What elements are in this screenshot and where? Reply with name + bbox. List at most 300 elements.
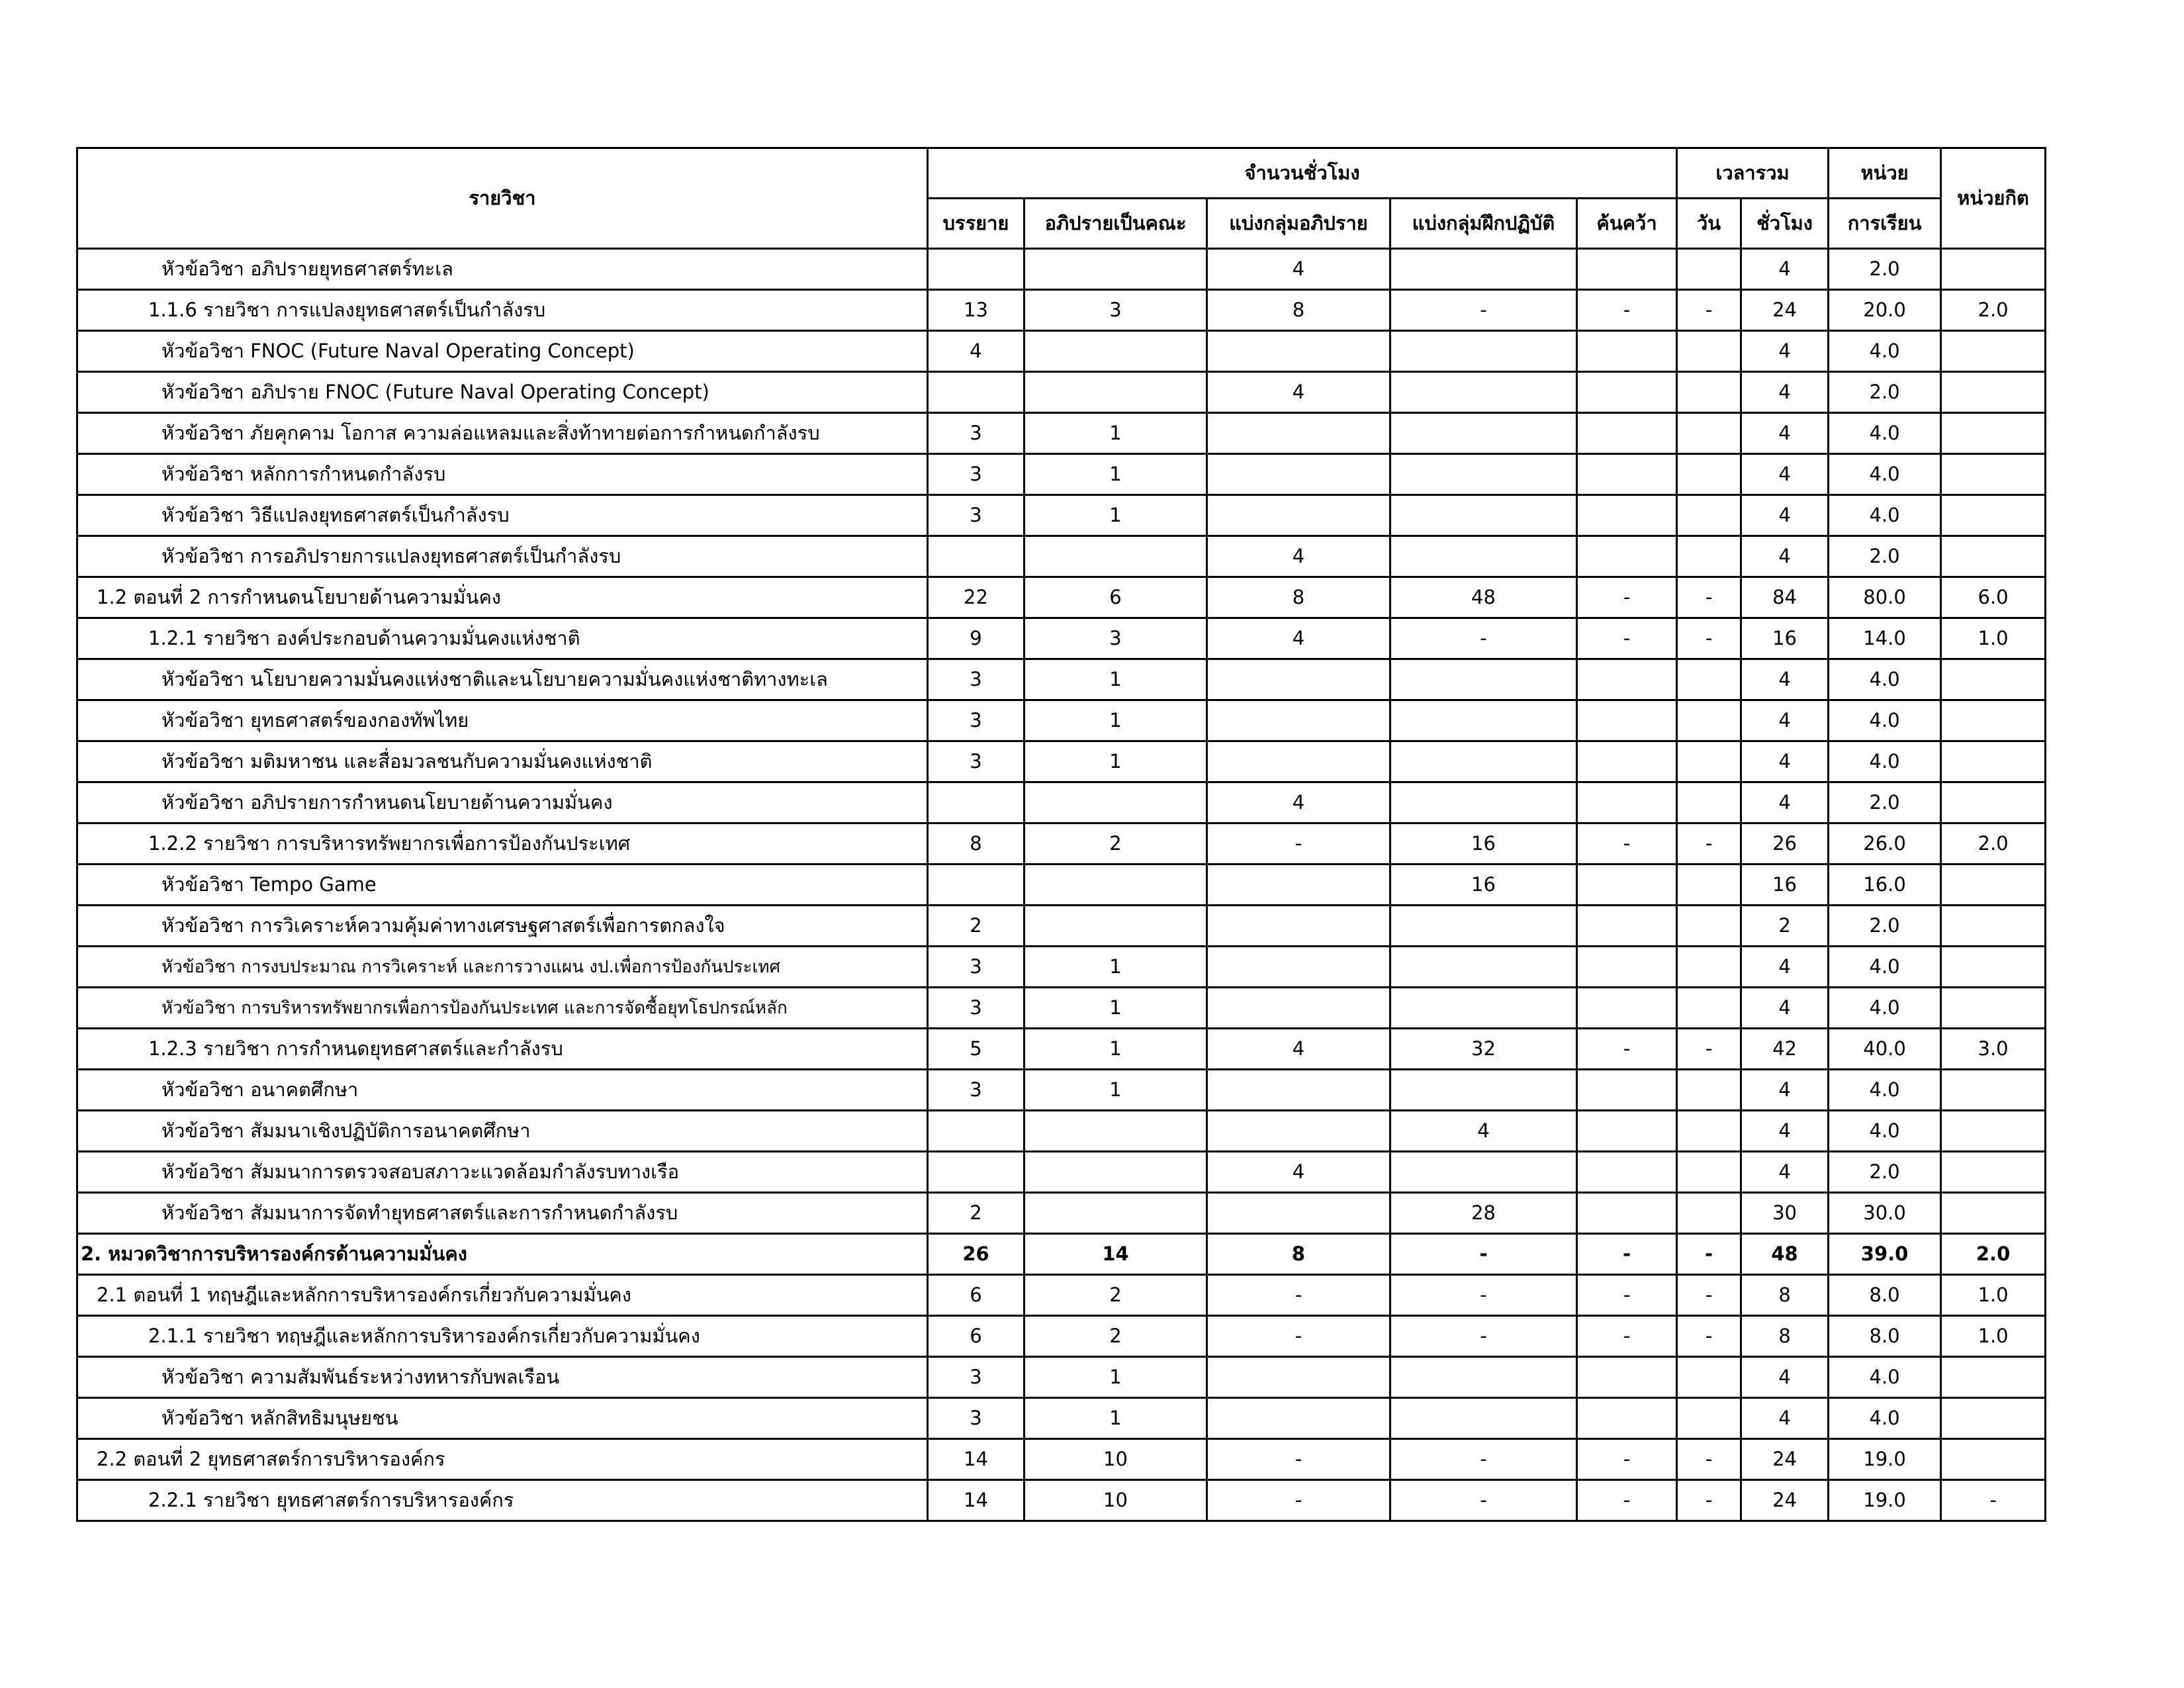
cell-lecture: 3	[928, 413, 1024, 454]
cell-sub-group-discussion	[1207, 947, 1390, 988]
cell-sub-group-practice: 16	[1390, 865, 1577, 906]
cell-sub-group-discussion	[1207, 906, 1390, 947]
cell-sub-group-discussion: 4	[1207, 1029, 1390, 1070]
cell-activity-unit	[1941, 782, 2046, 823]
row-subject-course: 2.2.1 รายวิชา ยุทธศาสตร์การบริหารองค์กร	[77, 1480, 928, 1521]
cell-sub-group-discussion	[1207, 988, 1390, 1029]
cell-group-discussion	[1024, 906, 1207, 947]
table-row	[77, 1193, 2046, 1234]
row-subject-topic: หัวข้อวิชา หลักการกำหนดกำลังรบ	[77, 454, 928, 495]
cell-group-discussion: 1	[1024, 700, 1207, 741]
cell-research	[1577, 1398, 1677, 1439]
cell-hours: 4	[1741, 372, 1829, 413]
cell-research	[1577, 947, 1677, 988]
cell-hours: 4	[1741, 1398, 1829, 1439]
cell-research: -	[1577, 1234, 1677, 1275]
cell-lecture: 3	[928, 1357, 1024, 1398]
cell-research	[1577, 782, 1677, 823]
cell-learning-unit: 2.0	[1829, 782, 1941, 823]
cell-activity-unit	[1941, 1193, 2046, 1234]
cell-learning-unit: 40.0	[1829, 1029, 1941, 1070]
cell-days	[1677, 1398, 1741, 1439]
cell-sub-group-practice	[1390, 659, 1577, 700]
cell-hours: 2	[1741, 906, 1829, 947]
cell-sub-group-discussion	[1207, 1357, 1390, 1398]
cell-research	[1577, 659, 1677, 700]
row-subject-episode: 2.2 ตอนที่ 2 ยุทธศาสตร์การบริหารองค์กร	[77, 1439, 928, 1480]
cell-group-discussion: 1	[1024, 495, 1207, 536]
cell-activity-unit: 1.0	[1941, 1316, 2046, 1357]
cell-sub-group-discussion: 4	[1207, 782, 1390, 823]
cell-learning-unit: 4.0	[1829, 741, 1941, 782]
header-activity-unit: หน่วยกิต	[1941, 148, 2046, 249]
cell-lecture: 3	[928, 1398, 1024, 1439]
cell-sub-group-discussion	[1207, 865, 1390, 906]
cell-days: -	[1677, 1275, 1741, 1316]
row-subject-topic: หัวข้อวิชา FNOC (Future Naval Operating Concept)	[77, 331, 928, 372]
cell-learning-unit: 2.0	[1829, 1152, 1941, 1193]
cell-sub-group-discussion: 4	[1207, 249, 1390, 290]
header-group-discussion: อภิปรายเป็นคณะ	[1024, 199, 1207, 249]
cell-lecture: 2	[928, 1193, 1024, 1234]
cell-days	[1677, 536, 1741, 577]
cell-research	[1577, 495, 1677, 536]
cell-lecture	[928, 1111, 1024, 1152]
table-row	[77, 782, 2046, 823]
cell-hours: 26	[1741, 823, 1829, 865]
cell-learning-unit: 14.0	[1829, 618, 1941, 659]
cell-learning-unit: 4.0	[1829, 1398, 1941, 1439]
cell-lecture: 22	[928, 577, 1024, 618]
cell-days	[1677, 1152, 1741, 1193]
cell-activity-unit: 2.0	[1941, 823, 2046, 865]
table-row	[77, 495, 2046, 536]
cell-group-discussion: 1	[1024, 1070, 1207, 1111]
cell-group-discussion	[1024, 1152, 1207, 1193]
cell-hours: 24	[1741, 290, 1829, 331]
table-row	[77, 1029, 2046, 1070]
cell-research: -	[1577, 618, 1677, 659]
row-subject-topic: หัวข้อวิชา หลักสิทธิมนุษยชน	[77, 1398, 928, 1439]
cell-group-discussion: 2	[1024, 1316, 1207, 1357]
cell-research	[1577, 1357, 1677, 1398]
cell-hours: 48	[1741, 1234, 1829, 1275]
cell-group-discussion: 10	[1024, 1480, 1207, 1521]
cell-sub-group-practice	[1390, 1357, 1577, 1398]
row-subject-episode: 1.2 ตอนที่ 2 การกำหนดนโยบายด้านความมั่นคง	[77, 577, 928, 618]
cell-sub-group-practice: -	[1390, 1234, 1577, 1275]
cell-sub-group-practice	[1390, 988, 1577, 1029]
cell-research	[1577, 1193, 1677, 1234]
cell-lecture	[928, 536, 1024, 577]
cell-learning-unit: 30.0	[1829, 1193, 1941, 1234]
cell-lecture: 13	[928, 290, 1024, 331]
cell-activity-unit	[1941, 1439, 2046, 1480]
cell-group-discussion	[1024, 372, 1207, 413]
cell-hours: 4	[1741, 495, 1829, 536]
cell-research	[1577, 454, 1677, 495]
cell-activity-unit	[1941, 331, 2046, 372]
cell-activity-unit	[1941, 700, 2046, 741]
table-row	[77, 1480, 2046, 1521]
row-subject-topic: หัวข้อวิชา อภิปรายยุทธศาสตร์ทะเล	[77, 249, 928, 290]
cell-lecture: 3	[928, 947, 1024, 988]
table-row	[77, 1316, 2046, 1357]
row-subject-topic: หัวข้อวิชา นโยบายความมั่นคงแห่งชาติและนโยบายความมั่นคงแห่งชาติทางทะเล	[77, 659, 928, 700]
cell-days: -	[1677, 290, 1741, 331]
cell-activity-unit	[1941, 741, 2046, 782]
table-row	[77, 249, 2046, 290]
cell-hours: 4	[1741, 700, 1829, 741]
cell-sub-group-discussion: -	[1207, 1480, 1390, 1521]
cell-group-discussion: 1	[1024, 1029, 1207, 1070]
cell-hours: 84	[1741, 577, 1829, 618]
cell-days	[1677, 249, 1741, 290]
row-subject-topic: หัวข้อวิชา ยุทธศาสตร์ของกองทัพไทย	[77, 700, 928, 741]
table-row	[77, 700, 2046, 741]
cell-activity-unit	[1941, 1070, 2046, 1111]
header-total-time: เวลารวม	[1677, 148, 1829, 199]
cell-hours: 8	[1741, 1275, 1829, 1316]
cell-research	[1577, 1152, 1677, 1193]
row-subject-topic: หัวข้อวิชา การอภิปรายการแปลงยุทธศาสตร์เป็นกำลังรบ	[77, 536, 928, 577]
row-subject-topic: หัวข้อวิชา ความสัมพันธ์ระหว่างทหารกับพลเรือน	[77, 1357, 928, 1398]
cell-activity-unit	[1941, 1152, 2046, 1193]
cell-hours: 30	[1741, 1193, 1829, 1234]
cell-lecture: 3	[928, 454, 1024, 495]
cell-group-discussion	[1024, 865, 1207, 906]
cell-lecture: 3	[928, 700, 1024, 741]
cell-sub-group-practice: -	[1390, 1275, 1577, 1316]
row-subject-topic: หัวข้อวิชา ภัยคุกคาม โอกาส ความล่อแหลมและสิ่งท้าทายต่อการกำหนดกำลังรบ	[77, 413, 928, 454]
cell-hours: 4	[1741, 988, 1829, 1029]
cell-sub-group-practice: 32	[1390, 1029, 1577, 1070]
cell-learning-unit: 80.0	[1829, 577, 1941, 618]
cell-learning-unit: 26.0	[1829, 823, 1941, 865]
cell-group-discussion: 1	[1024, 988, 1207, 1029]
table-row	[77, 741, 2046, 782]
row-subject-course: 1.1.6 รายวิชา การแปลงยุทธศาสตร์เป็นกำลังรบ	[77, 290, 928, 331]
row-subject-course: 2.1.1 รายวิชา ทฤษฎีและหลักการบริหารองค์กรเกี่ยวกับความมั่นคง	[77, 1316, 928, 1357]
row-subject-course: 1.2.2 รายวิชา การบริหารทรัพยากรเพื่อการป้องกันประเทศ	[77, 823, 928, 865]
cell-sub-group-practice	[1390, 700, 1577, 741]
cell-lecture: 14	[928, 1439, 1024, 1480]
cell-hours: 4	[1741, 249, 1829, 290]
cell-lecture: 6	[928, 1275, 1024, 1316]
table-row	[77, 1439, 2046, 1480]
cell-hours: 4	[1741, 331, 1829, 372]
table-row	[77, 823, 2046, 865]
cell-group-discussion: 1	[1024, 413, 1207, 454]
header-row-top	[77, 148, 2046, 199]
cell-sub-group-discussion: 4	[1207, 372, 1390, 413]
cell-group-discussion: 14	[1024, 1234, 1207, 1275]
cell-research	[1577, 372, 1677, 413]
cell-sub-group-discussion	[1207, 741, 1390, 782]
cell-group-discussion: 1	[1024, 1357, 1207, 1398]
cell-days: -	[1677, 1316, 1741, 1357]
cell-sub-group-discussion: 8	[1207, 1234, 1390, 1275]
cell-activity-unit: 2.0	[1941, 1234, 2046, 1275]
cell-learning-unit: 4.0	[1829, 495, 1941, 536]
cell-lecture	[928, 249, 1024, 290]
row-subject-topic: หัวข้อวิชา การวิเคราะห์ความคุ้มค่าทางเศรษฐศาสตร์เพื่อการตกลงใจ	[77, 906, 928, 947]
cell-group-discussion: 6	[1024, 577, 1207, 618]
header-unit-bottom: การเรียน	[1829, 199, 1941, 249]
cell-days	[1677, 906, 1741, 947]
cell-group-discussion: 1	[1024, 947, 1207, 988]
table-row	[77, 618, 2046, 659]
table-row	[77, 331, 2046, 372]
table-body	[77, 249, 2046, 1521]
cell-sub-group-discussion	[1207, 1193, 1390, 1234]
row-subject-topic: หัวข้อวิชา อภิปราย FNOC (Future Naval Operating Concept)	[77, 372, 928, 413]
cell-activity-unit	[1941, 659, 2046, 700]
cell-lecture	[928, 1152, 1024, 1193]
cell-group-discussion: 3	[1024, 618, 1207, 659]
cell-research: -	[1577, 1480, 1677, 1521]
header-hours: ชั่วโมง	[1741, 199, 1829, 249]
cell-activity-unit: -	[1941, 1480, 2046, 1521]
cell-days: -	[1677, 1029, 1741, 1070]
cell-lecture: 5	[928, 1029, 1024, 1070]
cell-learning-unit: 4.0	[1829, 988, 1941, 1029]
cell-days	[1677, 331, 1741, 372]
cell-hours: 24	[1741, 1439, 1829, 1480]
cell-activity-unit	[1941, 1111, 2046, 1152]
cell-sub-group-practice: 4	[1390, 1111, 1577, 1152]
cell-sub-group-discussion: -	[1207, 1275, 1390, 1316]
cell-group-discussion: 1	[1024, 454, 1207, 495]
row-subject-topic: หัวข้อวิชา สัมมนาการตรวจสอบสภาวะแวดล้อมกำลังรบทางเรือ	[77, 1152, 928, 1193]
course-hours-table	[76, 147, 2046, 1522]
cell-research	[1577, 1111, 1677, 1152]
cell-activity-unit: 2.0	[1941, 290, 2046, 331]
table-row	[77, 372, 2046, 413]
cell-days	[1677, 1357, 1741, 1398]
cell-research	[1577, 1070, 1677, 1111]
cell-days: -	[1677, 1234, 1741, 1275]
row-subject-topic: หัวข้อวิชา สัมมนาการจัดทำยุทธศาสตร์และการกำหนดกำลังรบ	[77, 1193, 928, 1234]
cell-sub-group-practice: -	[1390, 290, 1577, 331]
cell-hours: 4	[1741, 1070, 1829, 1111]
cell-lecture: 14	[928, 1480, 1024, 1521]
table-row	[77, 454, 2046, 495]
cell-sub-group-practice	[1390, 495, 1577, 536]
cell-days	[1677, 988, 1741, 1029]
cell-hours: 24	[1741, 1480, 1829, 1521]
cell-activity-unit: 6.0	[1941, 577, 2046, 618]
table-row	[77, 865, 2046, 906]
cell-sub-group-practice	[1390, 741, 1577, 782]
row-subject-topic: หัวข้อวิชา การงบประมาณ การวิเคราะห์ และการวางแผน งป.เพื่อการป้องกันประเทศ	[77, 947, 928, 988]
row-subject-section: 2. หมวดวิชาการบริหารองค์กรด้านความมั่นคง	[77, 1234, 928, 1275]
cell-sub-group-discussion: 4	[1207, 618, 1390, 659]
cell-hours: 4	[1741, 659, 1829, 700]
header-sub-group-discussion: แบ่งกลุ่มอภิปราย	[1207, 199, 1390, 249]
cell-group-discussion	[1024, 1193, 1207, 1234]
cell-hours: 4	[1741, 454, 1829, 495]
cell-group-discussion: 3	[1024, 290, 1207, 331]
table-row	[77, 1070, 2046, 1111]
table-row	[77, 577, 2046, 618]
cell-learning-unit: 2.0	[1829, 906, 1941, 947]
cell-sub-group-practice	[1390, 947, 1577, 988]
cell-lecture: 3	[928, 988, 1024, 1029]
row-subject-episode: 2.1 ตอนที่ 1 ทฤษฎีและหลักการบริหารองค์กรเกี่ยวกับความมั่นคง	[77, 1275, 928, 1316]
cell-sub-group-practice	[1390, 1152, 1577, 1193]
cell-sub-group-practice	[1390, 331, 1577, 372]
cell-lecture: 2	[928, 906, 1024, 947]
cell-days: -	[1677, 1439, 1741, 1480]
cell-activity-unit	[1941, 536, 2046, 577]
cell-days	[1677, 659, 1741, 700]
row-subject-topic: หัวข้อวิชา Tempo Game	[77, 865, 928, 906]
cell-group-discussion	[1024, 331, 1207, 372]
cell-sub-group-practice	[1390, 536, 1577, 577]
cell-activity-unit	[1941, 865, 2046, 906]
cell-learning-unit: 4.0	[1829, 659, 1941, 700]
cell-learning-unit: 39.0	[1829, 1234, 1941, 1275]
cell-activity-unit	[1941, 495, 2046, 536]
cell-lecture	[928, 372, 1024, 413]
cell-sub-group-discussion	[1207, 1398, 1390, 1439]
cell-hours: 42	[1741, 1029, 1829, 1070]
cell-learning-unit: 2.0	[1829, 536, 1941, 577]
cell-group-discussion	[1024, 249, 1207, 290]
cell-activity-unit: 1.0	[1941, 1275, 2046, 1316]
cell-sub-group-discussion: 4	[1207, 536, 1390, 577]
table-row	[77, 947, 2046, 988]
cell-hours: 8	[1741, 1316, 1829, 1357]
cell-group-discussion: 2	[1024, 1275, 1207, 1316]
row-subject-topic: หัวข้อวิชา วิธีแปลงยุทธศาสตร์เป็นกำลังรบ	[77, 495, 928, 536]
cell-activity-unit	[1941, 1357, 2046, 1398]
cell-days	[1677, 495, 1741, 536]
cell-learning-unit: 8.0	[1829, 1316, 1941, 1357]
table-row	[77, 536, 2046, 577]
cell-research	[1577, 249, 1677, 290]
cell-hours: 4	[1741, 1152, 1829, 1193]
cell-sub-group-practice	[1390, 1398, 1577, 1439]
cell-hours: 4	[1741, 1111, 1829, 1152]
table-row	[77, 1111, 2046, 1152]
cell-learning-unit: 4.0	[1829, 700, 1941, 741]
row-subject-topic: หัวข้อวิชา อภิปรายการกำหนดนโยบายด้านความมั่นคง	[77, 782, 928, 823]
table-row	[77, 659, 2046, 700]
cell-sub-group-practice: -	[1390, 1480, 1577, 1521]
cell-learning-unit: 2.0	[1829, 249, 1941, 290]
cell-group-discussion: 2	[1024, 823, 1207, 865]
cell-days	[1677, 865, 1741, 906]
cell-sub-group-practice	[1390, 1070, 1577, 1111]
cell-sub-group-practice: -	[1390, 1439, 1577, 1480]
cell-activity-unit	[1941, 906, 2046, 947]
cell-group-discussion: 1	[1024, 659, 1207, 700]
cell-lecture: 26	[928, 1234, 1024, 1275]
cell-learning-unit: 2.0	[1829, 372, 1941, 413]
cell-days	[1677, 782, 1741, 823]
cell-hours: 4	[1741, 1357, 1829, 1398]
cell-hours: 4	[1741, 782, 1829, 823]
cell-sub-group-discussion	[1207, 454, 1390, 495]
cell-learning-unit: 4.0	[1829, 947, 1941, 988]
cell-activity-unit	[1941, 249, 2046, 290]
cell-sub-group-practice	[1390, 906, 1577, 947]
cell-research	[1577, 741, 1677, 782]
cell-sub-group-discussion	[1207, 331, 1390, 372]
cell-days	[1677, 1070, 1741, 1111]
cell-research: -	[1577, 577, 1677, 618]
cell-days	[1677, 413, 1741, 454]
cell-research	[1577, 331, 1677, 372]
header-research: ค้นคว้า	[1577, 199, 1677, 249]
cell-sub-group-practice	[1390, 249, 1577, 290]
cell-sub-group-discussion: 8	[1207, 290, 1390, 331]
cell-research: -	[1577, 1029, 1677, 1070]
header-sub-group-practice: แบ่งกลุ่มฝึกปฏิบัติ	[1390, 199, 1577, 249]
cell-learning-unit: 8.0	[1829, 1275, 1941, 1316]
cell-sub-group-practice: 48	[1390, 577, 1577, 618]
cell-days	[1677, 1111, 1741, 1152]
cell-days: -	[1677, 577, 1741, 618]
table-row	[77, 413, 2046, 454]
cell-sub-group-practice: 16	[1390, 823, 1577, 865]
cell-sub-group-discussion	[1207, 700, 1390, 741]
cell-sub-group-discussion: -	[1207, 1316, 1390, 1357]
cell-sub-group-practice: -	[1390, 1316, 1577, 1357]
cell-activity-unit	[1941, 947, 2046, 988]
cell-sub-group-practice	[1390, 372, 1577, 413]
cell-days: -	[1677, 823, 1741, 865]
cell-days	[1677, 454, 1741, 495]
cell-sub-group-discussion: 8	[1207, 577, 1390, 618]
header-days: วัน	[1677, 199, 1741, 249]
header-hours-count: จำนวนชั่วโมง	[928, 148, 1677, 199]
cell-hours: 4	[1741, 741, 1829, 782]
cell-sub-group-discussion: -	[1207, 823, 1390, 865]
table-row	[77, 906, 2046, 947]
row-subject-topic: หัวข้อวิชา มติมหาชน และสื่อมวลชนกับความมั่นคงแห่งชาติ	[77, 741, 928, 782]
table-row	[77, 1234, 2046, 1275]
cell-hours: 16	[1741, 865, 1829, 906]
table-header	[77, 148, 2046, 249]
cell-learning-unit: 16.0	[1829, 865, 1941, 906]
cell-activity-unit: 3.0	[1941, 1029, 2046, 1070]
cell-lecture: 3	[928, 495, 1024, 536]
cell-lecture: 3	[928, 741, 1024, 782]
cell-days	[1677, 947, 1741, 988]
row-subject-course: 1.2.3 รายวิชา การกำหนดยุทธศาสตร์และกำลังรบ	[77, 1029, 928, 1070]
cell-group-discussion: 1	[1024, 1398, 1207, 1439]
cell-activity-unit	[1941, 372, 2046, 413]
cell-learning-unit: 4.0	[1829, 413, 1941, 454]
header-unit-top: หน่วย	[1829, 148, 1941, 199]
cell-activity-unit	[1941, 1398, 2046, 1439]
cell-research	[1577, 988, 1677, 1029]
row-subject-topic: หัวข้อวิชา อนาคตศึกษา	[77, 1070, 928, 1111]
cell-learning-unit: 4.0	[1829, 331, 1941, 372]
cell-research: -	[1577, 1439, 1677, 1480]
cell-lecture: 4	[928, 331, 1024, 372]
table-row	[77, 290, 2046, 331]
cell-activity-unit	[1941, 454, 2046, 495]
cell-group-discussion	[1024, 536, 1207, 577]
cell-lecture: 3	[928, 1070, 1024, 1111]
table-row	[77, 1275, 2046, 1316]
cell-group-discussion: 10	[1024, 1439, 1207, 1480]
cell-lecture	[928, 865, 1024, 906]
